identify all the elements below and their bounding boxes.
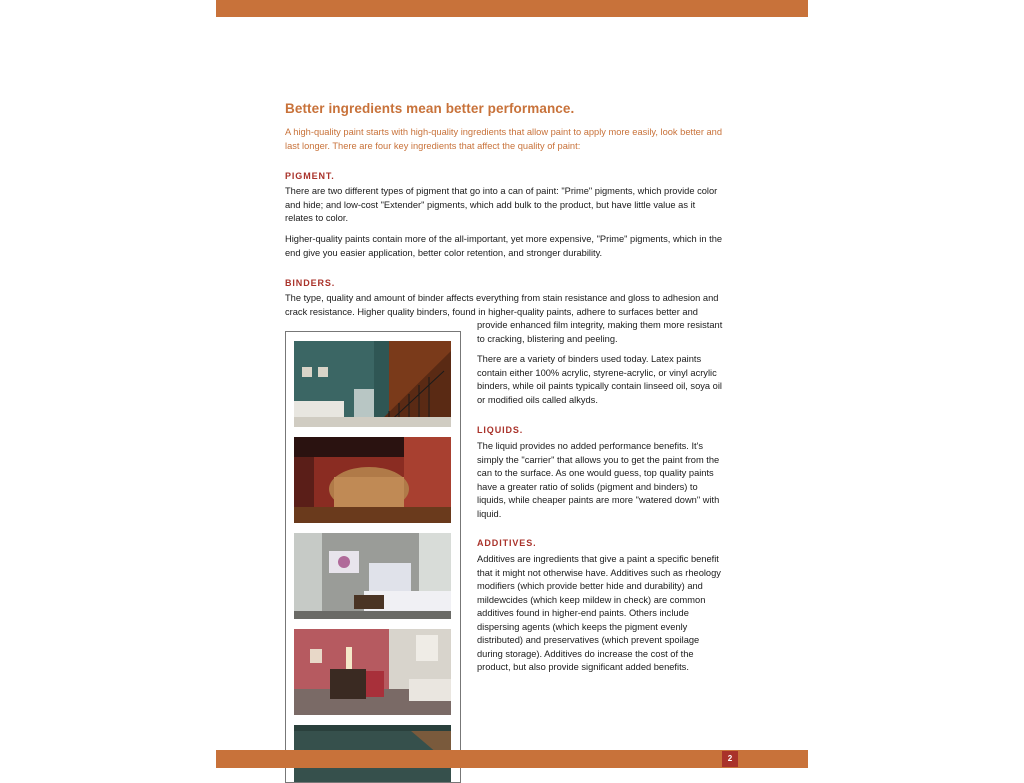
pigment-paragraph-1: There are two different types of pigment that go into a can of paint: "Prime" pigments, which provide color and hide; and low-cost "Extender" pigments, which add bulk to the product, but have little value as it relates to color. — [285, 186, 718, 223]
page-number-badge: 2 — [722, 751, 738, 767]
liquids-paragraph: The liquid provides no added performance benefits. It's simply the "carrier" that allows you to get the paint from the can to the surface. As one would guess, top quality paints have a greater ratio of solids (pigment and binders) to liquids, while cheaper paints are more "watered down" with liquid. — [477, 441, 720, 519]
photo-strip — [285, 331, 461, 783]
photo-pink-living-room — [294, 629, 451, 715]
binders-paragraph-1b: provide enhanced film integrity, making them more resistant to cracking, blistering and peeling. — [477, 320, 723, 344]
binders-heading: BINDERS. — [285, 278, 336, 288]
additives-paragraph: Additives are ingredients that give a paint a specific benefit that it might not otherwise have. Additives such as rheology modifiers (which provide better hide and durability) and mildewcides (which keep mildew in check) are common additives found in higher-end paints. Others include dispersing agents (which keeps the pigment evenly distributed) and preservatives (which prevent spoilage during storage). Additives do increase the cost of the product, but also provide significant added benefits. — [477, 554, 721, 672]
pigment-paragraph-2: Higher-quality paints contain more of the all-important, yet more expensive, "Prime" pigments, which in the end give you easier application, better color retention, and stronger durability. — [285, 234, 723, 258]
photo-grey-bedroom — [294, 533, 451, 619]
photo-teal-stair-room — [294, 341, 451, 427]
intro-paragraph: A high-quality paint starts with high-quality ingredients that allow paint to apply more easily, look better and last longer. There are four key ingredients that affect the quality of paint: — [285, 127, 723, 151]
bottom-band — [216, 750, 808, 768]
photo-red-reception — [294, 437, 451, 523]
top-band — [216, 0, 808, 17]
additives-heading: ADDITIVES. — [477, 538, 537, 548]
binders-paragraph-1a: The type, quality and amount of binder affects everything from stain resistance and gloss to adhesion and crack resistance. Higher quality binders, found in higher-quality paints, adhere to surfaces better and — [285, 293, 719, 317]
page-headline: Better ingredients mean better performance. — [285, 101, 575, 116]
liquids-heading: LIQUIDS. — [477, 425, 524, 435]
binders-paragraph-2: There are a variety of binders used today. Latex paints contain either 100% acrylic, styrene-acrylic, or vinyl acrylic binders, while oil paints typically contain linseed oil, soya oil or modified oils called alkyds. — [477, 354, 722, 405]
pigment-heading: PIGMENT. — [285, 171, 335, 181]
